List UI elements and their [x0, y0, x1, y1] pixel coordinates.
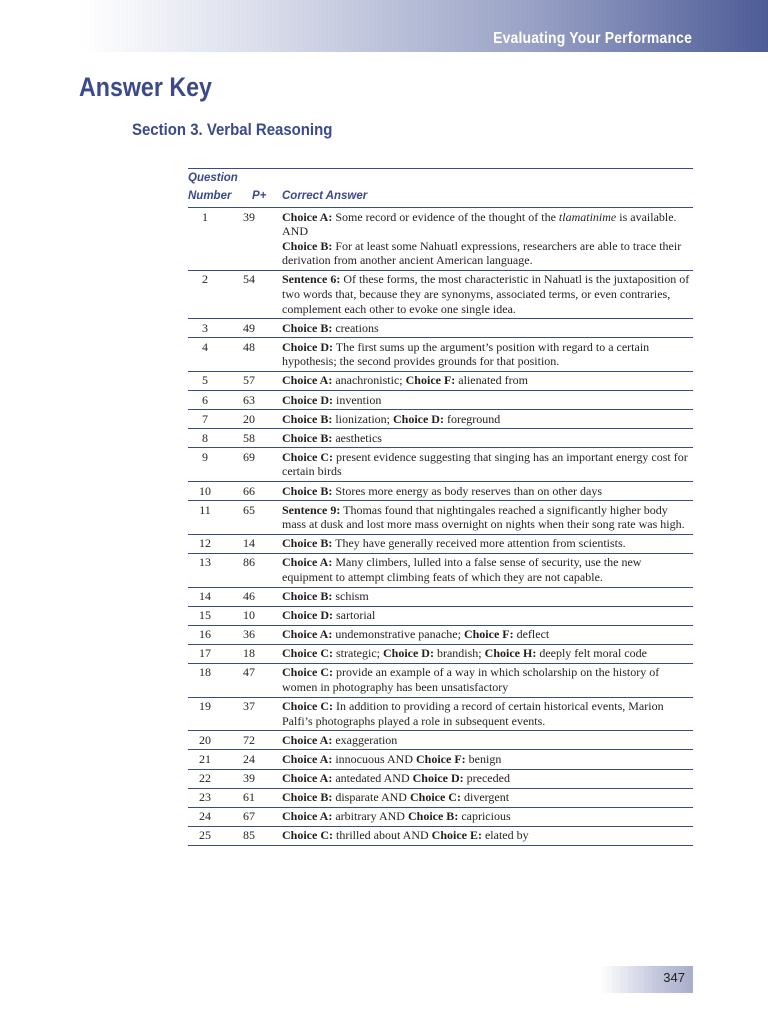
table-row	[188, 534, 693, 553]
answer-choice-label: Choice B:	[282, 536, 333, 551]
answer-text: In addition to providing a record of certain historical events, Marion Palfi’s photographs played a role in subsequent events.	[282, 699, 664, 728]
answer-text: aesthetics	[332, 430, 382, 445]
correct-answer	[282, 606, 693, 625]
answer-text: innocuous AND	[332, 751, 416, 766]
correct-answer	[282, 697, 693, 731]
answer-choice-label: Choice D:	[282, 608, 333, 623]
answer-text: provide an example of a way in which scholarship on the history of women in photography has been unsatisfactory	[282, 665, 660, 695]
question-number: 7	[188, 410, 236, 429]
answer-choice-label: Choice A:	[282, 209, 333, 224]
answer-text: is available.	[616, 209, 677, 224]
answer-text: For at least some Nahuatl expressions, researchers are able to trace their derivation from another ancient American language.	[282, 238, 682, 268]
p-plus-value: 18	[236, 644, 282, 663]
answer-choice-label: Choice B:	[282, 320, 333, 335]
question-number: 13	[188, 553, 236, 587]
p-plus-value: 85	[236, 826, 282, 845]
answer-choice-label: Choice D:	[282, 339, 333, 354]
table-row	[188, 270, 693, 318]
answer-choice-label: Choice A:	[282, 732, 333, 747]
question-number: 18	[188, 663, 236, 697]
page-number-box	[600, 966, 693, 993]
p-plus-value: 48	[236, 338, 282, 372]
answer-choice-label: Choice D:	[282, 392, 333, 407]
table-body	[188, 208, 693, 846]
table-row	[188, 482, 693, 501]
p-plus-value: 65	[236, 501, 282, 535]
p-plus-value: 14	[236, 534, 282, 553]
answer-choice-label: Sentence 6:	[282, 272, 341, 287]
answer-choice-label: Choice C:	[282, 665, 333, 680]
question-number: 24	[188, 807, 236, 826]
p-plus-value: 10	[236, 606, 282, 625]
answer-text: Some record or evidence of the thought of the	[332, 209, 559, 224]
p-plus-value: 58	[236, 429, 282, 448]
p-plus-value: 69	[236, 448, 282, 482]
answer-choice-label: Sentence 9:	[282, 502, 341, 517]
table-row	[188, 769, 693, 788]
p-plus-value: 24	[236, 750, 282, 769]
table-row	[188, 731, 693, 750]
question-number: 25	[188, 826, 236, 845]
table-row	[188, 501, 693, 535]
answer-text: thrilled about AND	[333, 828, 432, 843]
question-number: 9	[188, 448, 236, 482]
p-plus-value: 47	[236, 663, 282, 697]
answer-choice-label: Choice F:	[405, 373, 456, 388]
table-row	[188, 371, 693, 390]
correct-answer	[282, 769, 693, 788]
question-number: 8	[188, 429, 236, 448]
answer-text: preceded	[463, 771, 510, 785]
question-number: 14	[188, 587, 236, 606]
answer-text: The first sums up the argument’s position with regard to a certain hypothesis; the second provides grounds for that position.	[282, 339, 650, 369]
p-plus-value: 54	[236, 270, 282, 318]
running-head: Evaluating Your Performance	[493, 30, 692, 47]
table-row	[188, 587, 693, 606]
answer-text: Many climbers, lulled into a false sense of security, use the new equipment to attempt climbing feats of which they are not capable.	[282, 555, 642, 584]
correct-answer	[282, 371, 693, 390]
answer-text: arbitrary AND	[332, 809, 408, 824]
p-plus-value: 63	[236, 391, 282, 410]
answer-text: AND	[282, 224, 308, 239]
answer-choice-label: Choice D:	[392, 411, 444, 426]
answer-choice-label: Choice A:	[282, 373, 333, 388]
question-number: 1	[188, 208, 236, 271]
p-plus-value: 86	[236, 553, 282, 587]
p-plus-value: 39	[236, 208, 282, 271]
correct-answer	[282, 534, 693, 553]
correct-answer	[282, 410, 693, 429]
table-row	[188, 338, 693, 372]
table-row	[188, 644, 693, 663]
answer-text: schism	[332, 589, 369, 604]
p-plus-value: 72	[236, 731, 282, 750]
answer-text: Stores more energy as body reserves than on other days	[332, 483, 603, 498]
correct-answer	[282, 750, 693, 769]
question-number: 10	[188, 482, 236, 501]
answer-text: strategic;	[333, 646, 383, 661]
table-row	[188, 788, 693, 807]
answer-text: capricious	[458, 809, 511, 824]
correct-answer	[282, 788, 693, 807]
table-row	[188, 429, 693, 448]
p-plus-value: 36	[236, 625, 282, 644]
table-row	[188, 750, 693, 769]
answer-text: deflect	[513, 627, 550, 642]
question-number: 19	[188, 697, 236, 731]
p-plus-value: 57	[236, 371, 282, 390]
answer-choice-label: Choice D:	[382, 646, 434, 661]
p-plus-value: 66	[236, 482, 282, 501]
question-number: 4	[188, 338, 236, 372]
answer-text: Of these forms, the most characteristic in Nahuatl is the juxtaposition of two words that, because they are synonyms, associated terms, or even contraries, complement each other to evoke one single idea.	[282, 272, 690, 316]
answer-choice-label: Choice B:	[282, 411, 333, 426]
correct-answer-header: Correct Answer	[282, 169, 693, 208]
answer-choice-label: Choice C:	[282, 646, 333, 661]
p-plus-header: P+	[236, 169, 282, 208]
answer-text: alienated from	[455, 373, 528, 388]
answer-text: tlamatinime	[558, 209, 617, 224]
p-plus-value: 37	[236, 697, 282, 731]
table-row	[188, 319, 693, 338]
answer-text: foreground	[443, 411, 501, 426]
correct-answer	[282, 807, 693, 826]
question-number: 17	[188, 644, 236, 663]
header-band	[80, 0, 768, 52]
p-plus-value: 20	[236, 410, 282, 429]
question-number: 6	[188, 391, 236, 410]
table-row	[188, 448, 693, 482]
answer-choice-label: Choice B:	[282, 483, 333, 498]
correct-answer	[282, 319, 693, 338]
table-row	[188, 697, 693, 731]
answer-text: divergent	[460, 790, 510, 805]
p-plus-value: 46	[236, 587, 282, 606]
answer-text: elated by	[481, 828, 529, 843]
answer-text: sartorial	[333, 608, 376, 623]
answer-text: deeply felt moral code	[536, 646, 647, 661]
correct-answer	[282, 208, 693, 271]
answer-choice-label: Choice B:	[282, 238, 333, 253]
answer-choice-label: Choice F:	[416, 751, 466, 766]
question-number: 12	[188, 534, 236, 553]
correct-answer	[282, 587, 693, 606]
answer-text: exaggeration	[332, 732, 398, 747]
table-row	[188, 807, 693, 826]
correct-answer	[282, 448, 693, 482]
question-number: 15	[188, 606, 236, 625]
table-row	[188, 553, 693, 587]
question-number: 11	[188, 501, 236, 535]
correct-answer	[282, 501, 693, 535]
question-number: 21	[188, 750, 236, 769]
answer-choice-label: Choice C:	[282, 449, 333, 464]
answer-choice-label: Choice C:	[282, 699, 333, 714]
answer-text: undemonstrative panache;	[332, 627, 464, 642]
answer-text: invention	[333, 392, 382, 407]
table-row	[188, 410, 693, 429]
answer-choice-label: Choice A:	[282, 627, 333, 642]
answer-choice-label: Choice C:	[282, 828, 333, 843]
answer-text: creations	[332, 320, 379, 335]
correct-answer	[282, 826, 693, 845]
answer-text: Thomas found that nightingales reached a significantly higher body mass at dusk and lost more mass overnight on nights when their song rate was high.	[282, 502, 685, 532]
p-plus-value: 61	[236, 788, 282, 807]
answer-choice-label: Choice E:	[431, 828, 482, 843]
table-row	[188, 208, 693, 271]
answer-choice-label: Choice B:	[282, 589, 333, 604]
correct-answer	[282, 338, 693, 372]
answer-choice-label: Choice H:	[484, 646, 537, 661]
correct-answer	[282, 391, 693, 410]
page-title: Answer Key	[79, 72, 212, 102]
table-row	[188, 663, 693, 697]
answer-text: They have generally received more attention from scientists.	[332, 536, 626, 551]
answer-choice-label: Choice A:	[282, 555, 333, 570]
correct-answer	[282, 731, 693, 750]
question-number: 22	[188, 769, 236, 788]
answer-text: disparate AND	[332, 790, 410, 805]
question-header-line1: Question	[188, 172, 238, 184]
answer-choice-label: Choice F:	[463, 627, 514, 642]
answer-choice-label: Choice D:	[412, 771, 464, 785]
answer-text: benign	[465, 751, 502, 766]
answer-choice-label: Choice A:	[282, 771, 333, 785]
question-number: 5	[188, 371, 236, 390]
question-header-line2: Number	[188, 190, 232, 202]
table-row	[188, 606, 693, 625]
answer-text: brandish;	[433, 646, 485, 661]
correct-answer	[282, 482, 693, 501]
correct-answer	[282, 429, 693, 448]
p-plus-value: 49	[236, 319, 282, 338]
answer-choice-label: Choice C:	[409, 790, 461, 805]
answer-key-table-container	[188, 168, 693, 846]
question-number: 23	[188, 788, 236, 807]
table-row	[188, 391, 693, 410]
table-header	[188, 169, 693, 208]
page-number: 347	[663, 970, 685, 985]
question-number: 2	[188, 270, 236, 318]
correct-answer	[282, 270, 693, 318]
answer-choice-label: Choice A:	[282, 751, 333, 766]
section-title: Section 3. Verbal Reasoning	[132, 120, 333, 139]
answer-text: antedated AND	[332, 771, 413, 785]
question-number: 16	[188, 625, 236, 644]
table-row	[188, 625, 693, 644]
answer-text: anachronistic;	[332, 373, 406, 388]
answer-choice-label: Choice B:	[282, 430, 333, 445]
answer-choice-label: Choice B:	[407, 809, 459, 824]
table-row	[188, 826, 693, 845]
p-plus-value: 39	[236, 769, 282, 788]
correct-answer	[282, 663, 693, 697]
p-plus-value: 67	[236, 807, 282, 826]
answer-choice-label: Choice B:	[282, 790, 333, 805]
answer-text: present evidence suggesting that singing has an important energy cost for certain birds	[282, 449, 688, 479]
question-number: 3	[188, 319, 236, 338]
answer-choice-label: Choice A:	[282, 809, 333, 824]
correct-answer	[282, 625, 693, 644]
correct-answer	[282, 553, 693, 587]
answer-key-table	[188, 168, 693, 846]
question-number: 20	[188, 731, 236, 750]
question-number-header	[188, 169, 236, 208]
correct-answer	[282, 644, 693, 663]
answer-text: lionization;	[332, 411, 393, 426]
